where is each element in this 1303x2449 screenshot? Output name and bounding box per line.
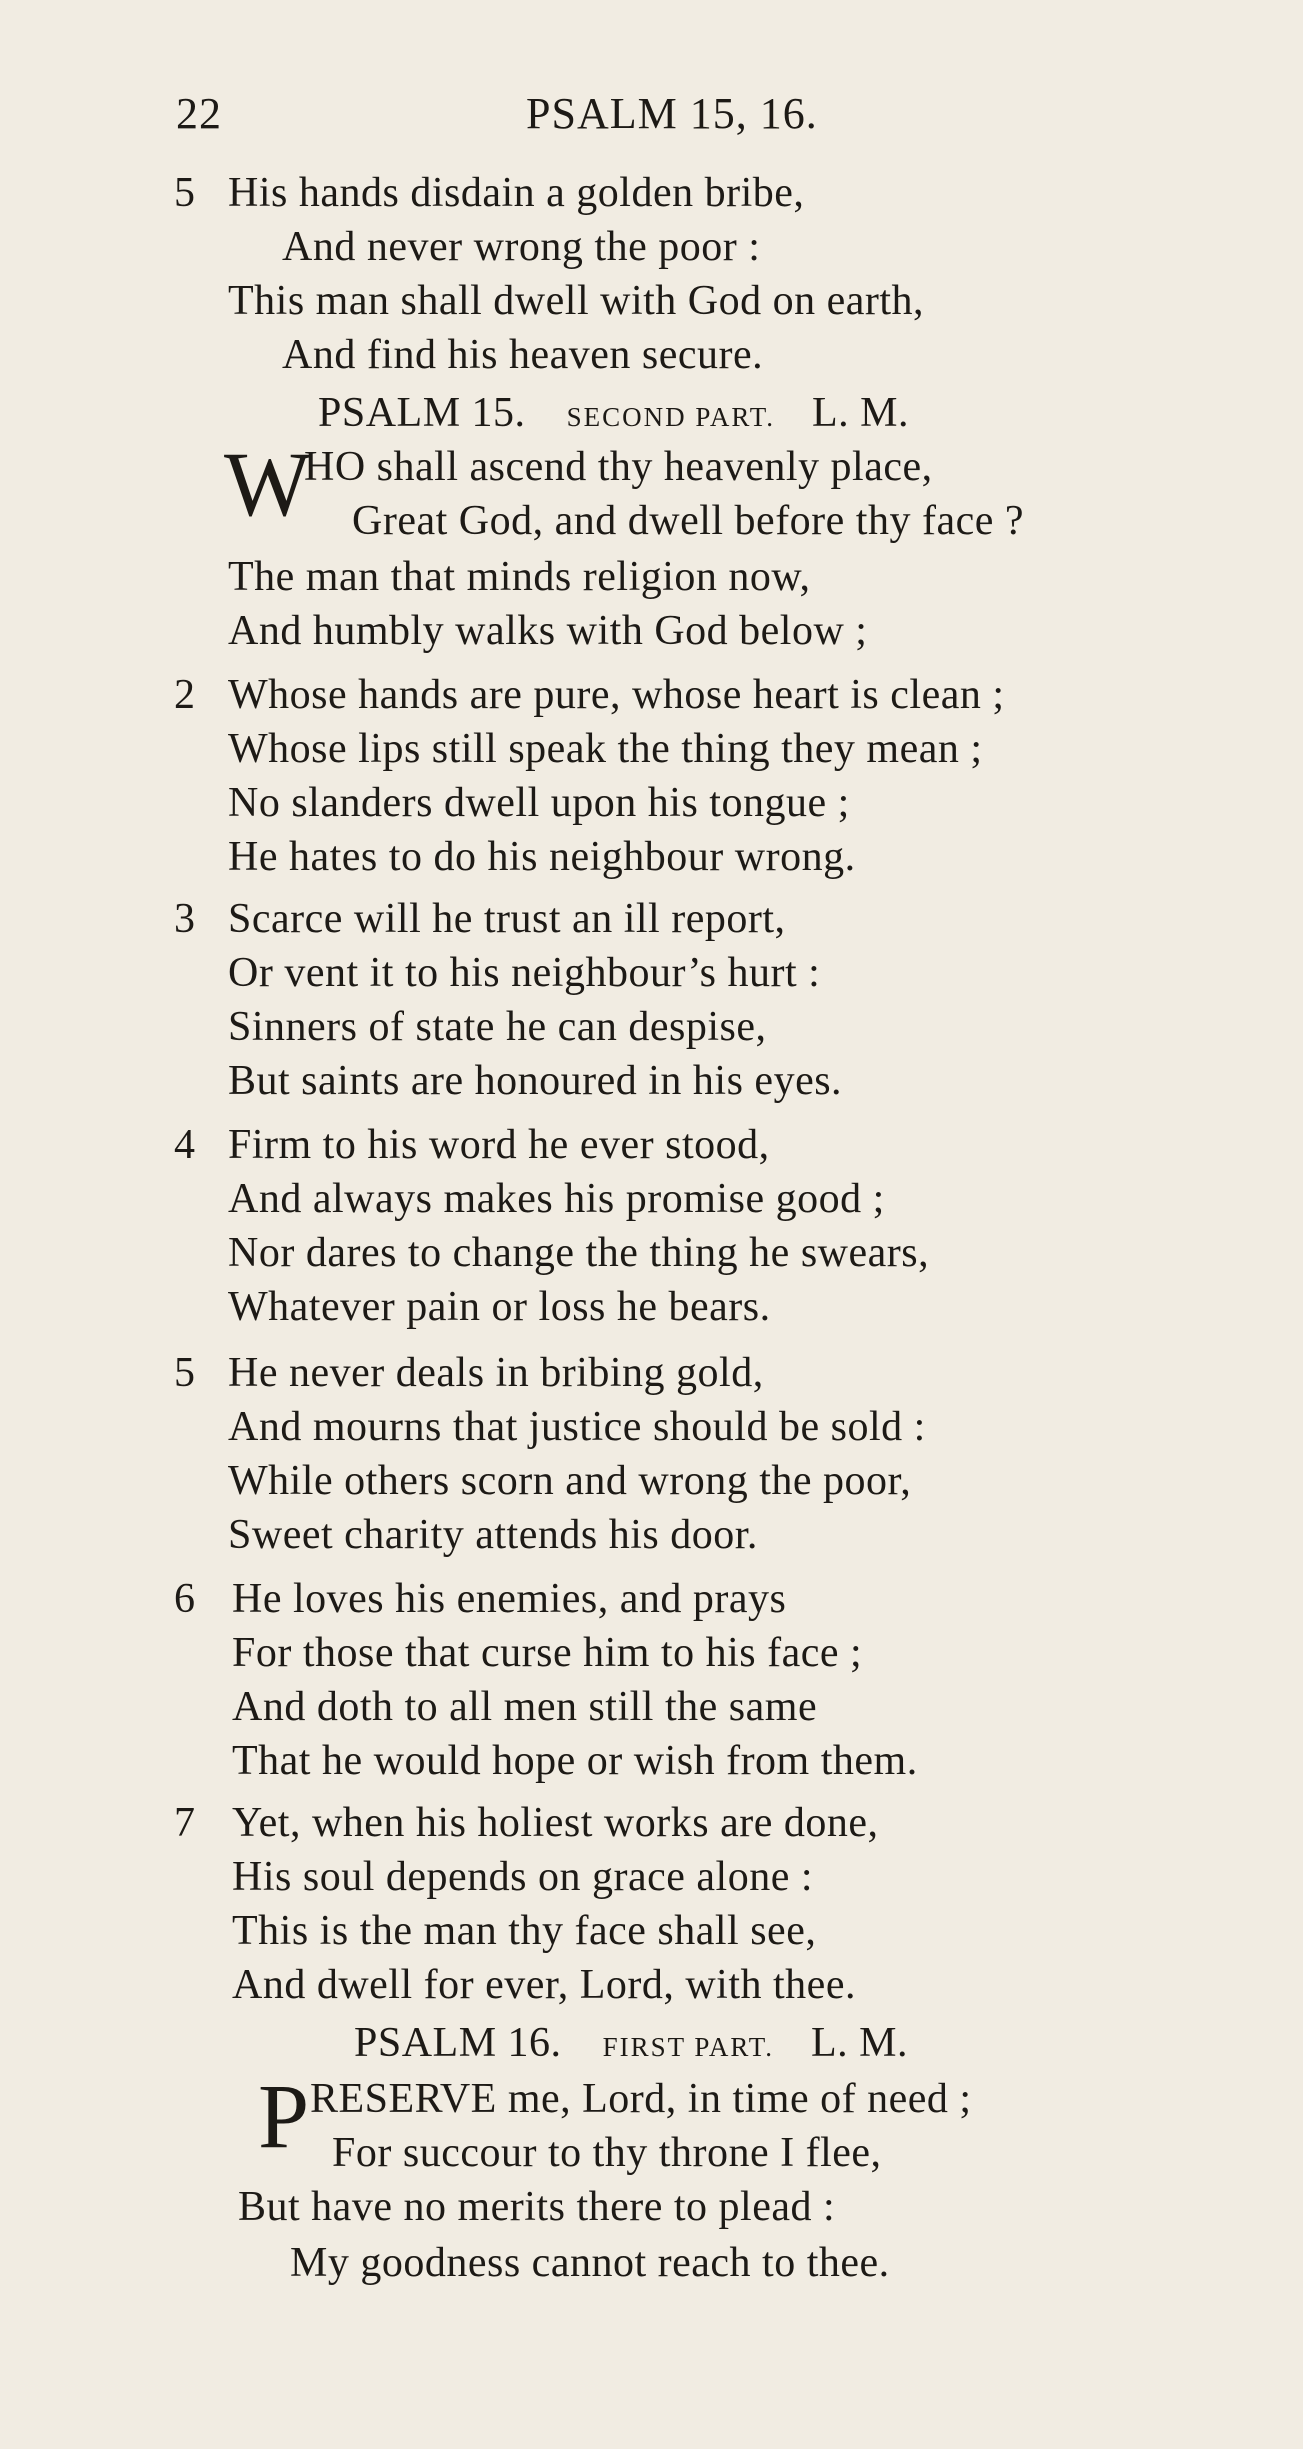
verse-line: And mourns that justice should be sold : [228, 1404, 926, 1450]
verse-line: This is the man thy face shall see, [232, 1908, 817, 1954]
verse-line: RESERVE me, Lord, in time of need ; [310, 2076, 972, 2122]
verse-line: HO shall ascend thy heavenly place, [304, 444, 933, 490]
verse-line: While others scorn and wrong the poor, [228, 1458, 912, 1504]
verse-line: Whose lips still speak the thing they mean ; [228, 726, 983, 772]
verse-line: Nor dares to change the thing he swears, [228, 1230, 930, 1276]
psalm-heading [318, 392, 909, 434]
verse-line: He never deals in bribing gold, [228, 1350, 764, 1396]
verse-line: Firm to his word he ever stood, [228, 1122, 770, 1168]
verse-line: For succour to thy throne I flee, [332, 2130, 882, 2176]
verse-line: And find his heaven secure. [282, 332, 764, 378]
verse-line: His soul depends on grace alone : [232, 1854, 814, 1900]
psalm-heading-part: SECOND PART. [566, 402, 775, 432]
verse-line: And always makes his promise good ; [228, 1176, 885, 1222]
verse-line: Or vent it to his neighbour’s hurt : [228, 950, 821, 996]
verse-line: Whatever pain or loss he bears. [228, 1284, 771, 1330]
psalm-heading-meter: L. M. [811, 2020, 909, 2066]
verse-line: And humbly walks with God below ; [228, 608, 868, 654]
verse-line: And never wrong the poor : [282, 224, 761, 270]
verse-line: That he would hope or wish from them. [232, 1738, 918, 1784]
verse-line: No slanders dwell upon his tongue ; [228, 780, 850, 826]
verse-line: And doth to all men still the same [232, 1684, 818, 1730]
drop-cap-letter: P [258, 2065, 310, 2167]
verse-line: Sweet charity attends his door. [228, 1512, 758, 1558]
verse-number: 2 [174, 672, 195, 718]
psalm-heading-title: PSALM 15. [318, 390, 526, 436]
verse-number: 4 [174, 1122, 195, 1168]
verse-line: Yet, when his holiest works are done, [232, 1800, 879, 1846]
running-title: PSALM 15, 16. [526, 89, 818, 138]
verse-number: 6 [174, 1576, 195, 1622]
verse-line: This man shall dwell with God on earth, [228, 278, 925, 324]
psalm-heading [354, 2022, 908, 2064]
verse-number: 5 [174, 170, 195, 216]
verse-number: 3 [174, 896, 195, 942]
verse-line: His hands disdain a golden bribe, [228, 170, 805, 216]
drop-cap-letter: W [224, 433, 311, 535]
page-number: 22 [176, 89, 222, 138]
verse-line: Scarce will he trust an ill report, [228, 896, 786, 942]
verse-line: Great God, and dwell before thy face ? [352, 498, 1025, 544]
verse-line: But saints are honoured in his eyes. [228, 1058, 843, 1104]
verse-number: 7 [174, 1800, 195, 1846]
psalm-heading-title: PSALM 16. [354, 2020, 562, 2066]
verse-line: He loves his enemies, and prays [232, 1576, 787, 1622]
verse-line: Whose hands are pure, whose heart is clean ; [228, 672, 1005, 718]
psalm-heading-part: FIRST PART. [602, 2032, 775, 2062]
verse-line: He hates to do his neighbour wrong. [228, 834, 856, 880]
verse-number: 5 [174, 1350, 195, 1396]
verse-line: The man that minds religion now, [228, 554, 811, 600]
verse-line: And dwell for ever, Lord, with thee. [232, 1962, 856, 2008]
verse-line: My goodness cannot reach to thee. [290, 2240, 890, 2286]
verse-line: But have no merits there to plead : [238, 2184, 836, 2230]
verse-line: For those that curse him to his face ; [232, 1630, 863, 1676]
verse-line: Sinners of state he can despise, [228, 1004, 767, 1050]
psalm-heading-meter: L. M. [812, 390, 909, 436]
